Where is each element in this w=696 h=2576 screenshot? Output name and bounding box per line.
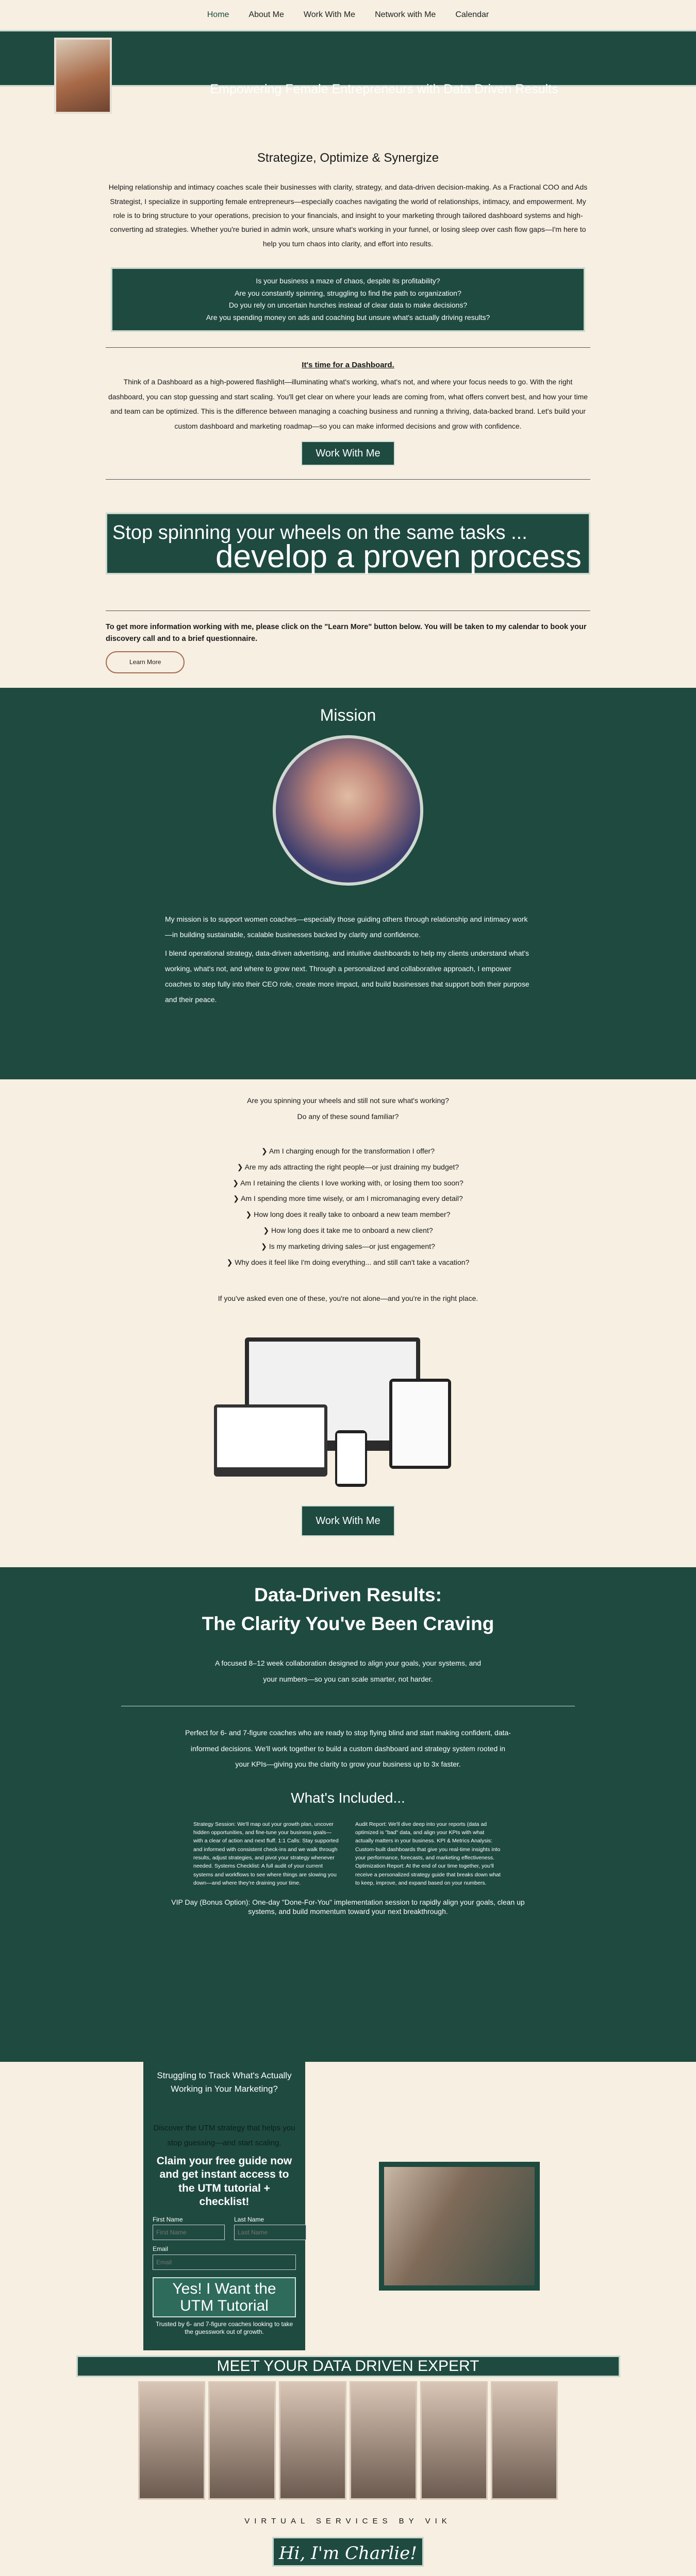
mission-photo (273, 735, 423, 886)
dashboard-heading: It's time for a Dashboard. (302, 361, 394, 370)
first-name-input[interactable] (153, 2225, 225, 2240)
results-section (0, 1567, 696, 2062)
top-nav (0, 0, 696, 30)
expert-banner: MEET YOUR DATA DRIVEN EXPERT (76, 2355, 620, 2377)
strategize-body: Helping relationship and intimacy coaches scale their businesses with clarity, strategy, and data-driven decision-making. As a Fractional COO and Ads Strategist, I specialize in supporting female entrepreneurs—especially coaches navigating the world of relationships, intimacy, and empowerment. My role is to bring structure to your operations, precision to your financials, and insight to your marketing through tailored dashboard systems and high-converting ad strategies. Whether you're buried in admin work, unsure what's working in your funnel, or losing sleep over cash flow gaps—I'm here to help you turn chaos into clarity, and effort into results. (108, 183, 588, 248)
nav-home[interactable]: Home (207, 10, 229, 20)
question-box (111, 267, 585, 332)
questions-tail: If you've asked even one of these, you're not alone—and you're in the right place. (218, 1294, 478, 1303)
results-intro: A focused 8–12 week collaboration designed to align your goals, your systems, and your numbers—so you can scale smarter, not harder. (215, 1659, 481, 1683)
more-info-text: To get more information working with me, please click on the "Learn More" button below. You will be taken to my calendar to book your discovery call and to a brief questionnaire. (106, 622, 587, 643)
device-mockup-image (204, 1327, 492, 1492)
profile-photo (54, 38, 112, 114)
included-col-2: Audit Report: We'll dive deep into your reports (data ad optimized is "bad" data, and align your KPIs with what actually matters in your business. KPI & Metrics Analysis: Custom-built dashboards that give you real-time insights into your performance, forecasts, and marketing effectiveness. Optimization Report: At the end of our time together, you'll receive a personalized strategy guide that breaks down what to keep, improve, and expand based on your numbers. (355, 1821, 501, 1886)
mission-text-1: My mission is to support women coaches—especially those guiding others through relationship and intimacy work—in building sustainable, scalable businesses backed by clarity and confidence. (165, 914, 528, 939)
included-heading: What's Included... (291, 1790, 405, 1806)
utm-submit-button[interactable]: Yes! I Want the UTM Tutorial (153, 2277, 296, 2317)
process-line-1: Stop spinning your wheels on the same tasks ... (112, 521, 527, 544)
virtual-services-label: VIRTUAL SERVICES BY VIK (244, 2517, 452, 2526)
utm-subtext: Discover the UTM strategy that helps you stop guessing—and start scaling. (153, 2124, 295, 2147)
utm-photo (379, 2162, 540, 2291)
question-list (0, 1143, 696, 1270)
strategize-heading: Strategize, Optimize & Synergize (257, 151, 439, 165)
hero-banner (0, 30, 696, 96)
list-item: ❯ How long does it really take to onboard a new team member? (0, 1207, 696, 1223)
list-item: ❯ Is my marketing driving sales—or just engagement? (0, 1239, 696, 1255)
list-item: ❯ Am I retaining the clients I love working with, or losing them too soon? (0, 1175, 696, 1191)
utm-form-card (143, 2062, 305, 2350)
divider (106, 479, 590, 480)
nav-about[interactable]: About Me (248, 10, 284, 20)
last-name-input[interactable] (234, 2225, 306, 2240)
dashboard-body: Think of a Dashboard as a high-powered flashlight—illuminating what's working, what's not, and where your focus needs to go. With the right dashboard, you can stop guessing and start scaling. You'll get clear on where your leads are coming from, what offers convert best, and how your time and team can be optimized. This is the difference between managing a coaching business and running a thriving, data-backed brand. Let's build your custom dashboard and marketing roadmap—so you can make informed decisions and grow with confidence. (108, 378, 588, 431)
question-line: Is your business a maze of chaos, despite its profitability? (256, 276, 440, 285)
mission-text-2: I blend operational strategy, data-driven advertising, and intuitive dashboards to help my clients understand what's working, what's not, and where to grow next. Through a personalized and collaborative approach, I empower coaches to step fully into their CEO role, create more impact, and build businesses that support both their purpose and their peace. (165, 948, 529, 1004)
included-col-1: Strategy Session: We'll map out your growth plan, uncover hidden opportunities, and fine-tune your business goals—with a clear of action and next fluff. 1:1 Calls: Stay supported and informed with consistent check-ins and we walk through results, adjust strategies, and pivot your strategy whenever needed. Systems Checklist: A full audit of your current systems and workflows to see where things are slowing you down—and where they're draining your time. (193, 1821, 339, 1886)
email-label: Email (153, 2245, 169, 2253)
process-banner (106, 513, 590, 574)
dashboard-section (106, 347, 590, 480)
first-name-label: First Name (153, 2216, 183, 2224)
hero-title: Empowering Female Entrepreneurs with Data Driven Results (210, 82, 558, 96)
questions-intro: Do any of these sound familiar? (297, 1112, 399, 1121)
more-info-section (106, 611, 590, 674)
questions-intro: Are you spinning your wheels and still not sure what's working? (247, 1096, 449, 1105)
work-with-me-button[interactable]: Work With Me (301, 1505, 394, 1536)
learn-more-button[interactable]: Learn More (106, 651, 185, 673)
list-item: ❯ Are my ads attracting the right people—or just draining my budget? (0, 1159, 696, 1175)
utm-cta: Claim your free guide now and get instant access to the UTM tutorial + checklist! (156, 2155, 292, 2208)
question-line: Are you spending money on ads and coaching but unsure what's actually driving results? (206, 313, 490, 322)
vip-bonus: VIP Day (Bonus Option): One-day "Done-For-You" implementation session to rapidly align your goals, clean up systems, and build momentum toward your next breakthrough. (171, 1898, 525, 1916)
nav-work[interactable]: Work With Me (303, 10, 356, 20)
utm-trust: Trusted by 6- and 7-figure coaches looking to take the guesswork out of growth. (155, 2320, 293, 2336)
email-input[interactable] (153, 2255, 296, 2270)
work-with-me-button[interactable]: Work With Me (301, 441, 394, 466)
divider (106, 347, 590, 348)
results-subheading: The Clarity You've Been Craving (202, 1613, 494, 1634)
results-intro-2: Perfect for 6- and 7-figure coaches who are ready to stop flying blind and start making confident, data-informed decisions. We'll work together to build a custom dashboard and strategy system rooted in your KPIs—giving you the clarity to grow your business up to 3x faster. (185, 1728, 511, 1769)
questions-section (0, 1093, 696, 1536)
results-heading: Data-Driven Results: (254, 1584, 442, 1606)
list-item: ❯ Am I charging enough for the transformation I offer? (0, 1143, 696, 1159)
last-name-label: Last Name (234, 2216, 264, 2224)
utm-question: Struggling to Track What's Actually Working in Your Marketing? (157, 2071, 292, 2094)
question-line: Do you rely on uncertain hunches instead of clear data to make decisions? (228, 301, 468, 310)
greeting-banner: Hi, I'm Charlie! (272, 2537, 424, 2567)
nav-network[interactable]: Network with Me (375, 10, 436, 20)
nav-calendar[interactable]: Calendar (455, 10, 489, 20)
utm-section (0, 2062, 696, 2350)
mission-heading: Mission (320, 706, 376, 725)
strategize-section (106, 87, 590, 251)
list-item: ❯ How long does it take me to onboard a new client? (0, 1223, 696, 1239)
list-item: ❯ Why does it feel like I'm doing everything... and still can't take a vacation? (0, 1255, 696, 1270)
process-line-2: develop a proven process (215, 538, 582, 574)
list-item: ❯ Am I spending more time wisely, or am I micromanaging every detail? (0, 1191, 696, 1207)
question-line: Are you constantly spinning, struggling to find the path to organization? (235, 289, 461, 297)
photo-strip (138, 2381, 558, 2500)
mission-section (0, 688, 696, 1079)
